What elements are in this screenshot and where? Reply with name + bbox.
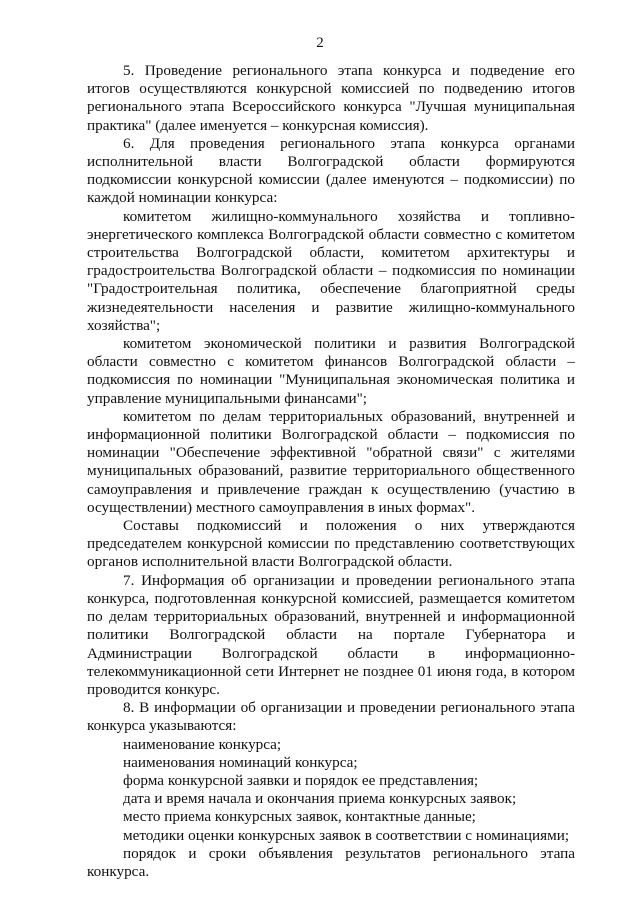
paragraph-item-8: 8. В информации об организации и проведении регионального этапа конкурса указываются: (87, 699, 575, 735)
document-body (87, 62, 575, 881)
list-item: порядок и сроки объявления результатов регионального этапа конкурса. (87, 844, 575, 880)
list-item: наименования номинаций конкурса; (123, 753, 358, 771)
list-item: наименование конкурса; (123, 735, 282, 753)
paragraph-subcommission-economy: комитетом экономической политики и развития Волгоградской области совместно с комитетом финансов Волгоградской области – подкомиссия по номинации "Муниципальная экономическая политика и управление муниципальными финансами"; (87, 335, 575, 407)
list-item: место приема конкурсных заявок, контактные данные; (123, 808, 476, 826)
paragraph-subcommission-territorial: комитетом по делам территориальных образований, внутренней и информационной политики Волгоградской области – подкомиссия по номинации "Обеспечение эффективной "обратной связи" с жителями муниципальных образований, развитие территориального общественного самоуправления и привлечение граждан к осуществлению (участию в осуществлении) местного самоуправления в иных формах". (87, 407, 575, 516)
list-item: дата и время начала и окончания приема конкурсных заявок; (123, 790, 517, 808)
list-item: форма конкурсной заявки и порядок ее представления; (123, 771, 479, 789)
paragraph-item-5: 5. Проведение регионального этапа конкурса и подведение его итогов осуществляются конкурсной комиссией по подведению итогов регионального этапа Всероссийского конкурса "Лучшая муниципальная практика" (далее именуется – конкурсная комиссия). (87, 62, 575, 134)
list-item: методики оценки конкурсных заявок в соответствии с номинациями; (123, 826, 570, 844)
paragraph-item-7: 7. Информация об организации и проведении регионального этапа конкурса, подготовленная конкурсной комиссией, размещается комитетом по делам территориальных образований, внутренней и информационной политики Волгоградской области на портале Губернатора и Администрации Волгоградской области в информационно-телекоммуникационной сети Интернет не позднее 01 июня года, в котором проводится конкурс. (87, 571, 575, 698)
paragraph-subcommission-housing: комитетом жилищно-коммунального хозяйства и топливно-энергетического комплекса Волгоградской области совместно с комитетом строительства Волгоградской области, комитетом архитектуры и градостроительства Волгоградской области – подкомиссия по номинации "Градостроительная политика, обеспечение благоприятной среды жизнедеятельности населения и развитие жилищно-коммунального хозяйства"; (87, 207, 575, 334)
page-number: 2 (316, 35, 324, 51)
paragraph-subcommission-composition: Составы подкомиссий и положения о них утверждаются председателем конкурсной комиссии по представлению соответствующих органов исполнительной власти Волгоградской области. (87, 517, 575, 571)
paragraph-item-6: 6. Для проведения регионального этапа конкурса органами исполнительной власти Волгоградской области формируются подкомиссии конкурсной комиссии (далее именуются – подкомиссии) по каждой номинации конкурса: (87, 134, 575, 207)
